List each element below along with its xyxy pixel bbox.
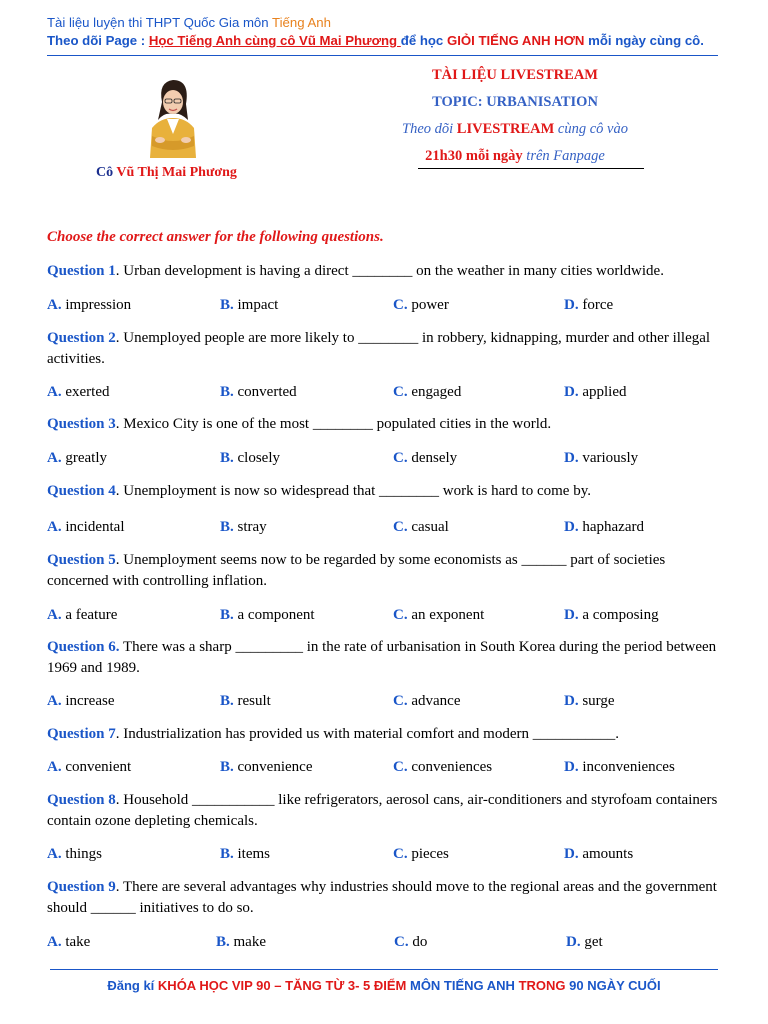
option-letter: B.: [220, 693, 234, 709]
option-b[interactable]: [220, 757, 312, 777]
option-b[interactable]: [216, 932, 266, 952]
option-b[interactable]: [220, 691, 271, 711]
option-text: engaged: [411, 384, 462, 400]
question-4: [47, 481, 727, 502]
question-label: Question 4: [47, 483, 116, 499]
question-3: [47, 414, 727, 435]
option-letter: A.: [47, 759, 62, 775]
option-d[interactable]: [564, 448, 638, 468]
question-label: Question 3: [47, 416, 116, 432]
option-text: power: [411, 297, 449, 313]
option-text: amounts: [582, 846, 634, 862]
option-letter: C.: [393, 297, 408, 313]
options-8: [47, 844, 727, 864]
livestream-time: 21h30 mỗi ngày: [425, 148, 523, 164]
option-a[interactable]: [47, 932, 90, 952]
option-text: a component: [237, 607, 315, 623]
question-1: [47, 261, 727, 282]
option-letter: C.: [393, 519, 408, 535]
option-letter: C.: [394, 934, 409, 950]
option-letter: C.: [393, 759, 408, 775]
question-5: [47, 550, 727, 592]
option-text: take: [65, 934, 91, 950]
option-text: impact: [237, 297, 279, 313]
question-text: . Industrialization has provided us with material comfort and modern ___________.: [115, 726, 619, 742]
option-text: exerted: [65, 384, 110, 400]
question-2: [47, 328, 727, 370]
option-letter: D.: [566, 934, 581, 950]
question-label: Question 7: [47, 726, 116, 742]
option-letter: A.: [47, 384, 62, 400]
option-text: stray: [237, 519, 267, 535]
option-letter: B.: [220, 607, 234, 623]
question-text: . Urban development is having a direct ________ on the weather in many cities worldwide.: [115, 263, 664, 279]
question-9: [47, 877, 727, 919]
option-text: force: [582, 297, 614, 313]
option-d[interactable]: [564, 295, 613, 315]
option-a[interactable]: [47, 691, 114, 711]
option-letter: C.: [393, 846, 408, 862]
footer-days: 90 NGÀY CUỐI: [565, 978, 661, 993]
question-label: Question 1: [47, 263, 116, 279]
option-letter: D.: [564, 519, 579, 535]
option-text: advance: [411, 693, 461, 709]
follow-line: [370, 120, 660, 147]
options-6: [47, 691, 727, 711]
options-5: [47, 605, 727, 625]
option-letter: B.: [220, 846, 234, 862]
option-text: get: [584, 934, 603, 950]
option-letter: C.: [393, 450, 408, 466]
option-text: densely: [411, 450, 458, 466]
doc-topic: TOPIC: URBANISATION: [432, 94, 598, 110]
follow-livestream: LIVESTREAM: [456, 121, 555, 137]
option-letter: B.: [220, 450, 234, 466]
option-letter: B.: [220, 519, 234, 535]
option-text: an exponent: [411, 607, 485, 623]
option-b[interactable]: [220, 605, 315, 625]
question-label: Question 8: [47, 792, 116, 808]
option-letter: A.: [47, 846, 62, 862]
option-text: applied: [582, 384, 627, 400]
question-7: [47, 724, 727, 745]
option-c[interactable]: [393, 844, 449, 864]
options-1: [47, 295, 727, 315]
option-c[interactable]: [394, 932, 427, 952]
option-b[interactable]: [220, 844, 270, 864]
option-text: make: [233, 934, 266, 950]
option-letter: A.: [47, 297, 62, 313]
page-footer: [0, 978, 768, 993]
option-text: convenience: [237, 759, 313, 775]
option-text: incidental: [65, 519, 125, 535]
livestream-place: trên Fanpage: [522, 148, 605, 164]
option-letter: C.: [393, 384, 408, 400]
option-letter: A.: [47, 693, 62, 709]
livestream-info: [370, 66, 660, 174]
question-text: . There are several advantages why industries should move to the regional areas and the government should ______ initiatives to do so.: [47, 879, 717, 916]
teacher-photo: [140, 72, 206, 158]
fanpage-link[interactable]: Học Tiếng Anh cùng cô Vũ Mai Phương: [148, 33, 401, 48]
option-letter: A.: [47, 934, 62, 950]
teacher-name: [96, 165, 237, 181]
option-letter: A.: [47, 607, 62, 623]
option-c[interactable]: [393, 448, 457, 468]
option-text: a feature: [65, 607, 118, 623]
question-label: Question 9: [47, 879, 116, 895]
header-text: Tài liệu luyện thi THPT Quốc Gia môn: [47, 15, 273, 30]
option-text: pieces: [411, 846, 449, 862]
question-8: [47, 790, 727, 832]
option-text: variously: [582, 450, 639, 466]
option-letter: C.: [393, 607, 408, 623]
option-d[interactable]: [564, 382, 627, 402]
header-text-2: để học: [400, 33, 447, 48]
footer-subject: MÔN TIẾNG ANH: [406, 978, 519, 993]
option-c[interactable]: [393, 691, 460, 711]
option-text: converted: [237, 384, 297, 400]
footer-course: KHÓA HỌC VIP 90 – TĂNG TỪ 3- 5 ĐIỂM: [157, 978, 407, 993]
header-divider: [47, 55, 718, 56]
teacher-prefix: Cô: [96, 165, 117, 180]
footer-divider: [50, 969, 718, 970]
instructions: Choose the correct answer for the following questions.: [47, 229, 384, 245]
options-9: [47, 932, 727, 952]
time-line: [370, 147, 660, 174]
header-line-2: [47, 32, 704, 50]
footer-text-2: TRONG: [518, 978, 566, 993]
option-letter: B.: [220, 297, 234, 313]
option-text: increase: [65, 693, 115, 709]
option-text: inconveniences: [582, 759, 675, 775]
option-letter: B.: [220, 759, 234, 775]
option-a[interactable]: [47, 757, 131, 777]
option-letter: B.: [216, 934, 230, 950]
option-text: result: [237, 693, 271, 709]
header-subject: Tiếng Anh: [272, 15, 331, 30]
option-letter: A.: [47, 450, 62, 466]
header-follow-text: Theo dõi Page :: [47, 33, 149, 48]
follow-text-2: cùng cô vào: [554, 121, 628, 137]
option-a[interactable]: [47, 517, 125, 537]
follow-text: Theo dõi: [402, 121, 457, 137]
options-3: [47, 448, 727, 468]
header-line-1: [47, 14, 704, 32]
option-text: greatly: [65, 450, 107, 466]
option-c[interactable]: [393, 382, 461, 402]
option-text: haphazard: [582, 519, 644, 535]
teacher-fullname: Vũ Thị Mai Phương: [116, 165, 237, 180]
option-text: closely: [237, 450, 281, 466]
question-text: There was a sharp _________ in the rate of urbanisation in South Korea during the period between 1969 and 1989.: [47, 639, 717, 676]
options-4: [47, 517, 727, 537]
option-a[interactable]: [47, 844, 102, 864]
header-text-3: mỗi ngày cùng cô.: [584, 33, 704, 48]
option-letter: D.: [564, 846, 579, 862]
option-c[interactable]: [393, 517, 449, 537]
question-text: . Unemployment is now so widespread that ________ work is hard to come by.: [115, 483, 591, 499]
side-divider: [418, 168, 644, 169]
option-text: a composing: [582, 607, 659, 623]
options-2: [47, 382, 727, 402]
option-b[interactable]: [220, 448, 280, 468]
question-label: Question 5: [47, 552, 116, 568]
option-text: conveniences: [411, 759, 493, 775]
question-text: . Mexico City is one of the most ________ populated cities in the world.: [115, 416, 552, 432]
option-text: convenient: [65, 759, 132, 775]
option-c[interactable]: [393, 605, 484, 625]
option-letter: D.: [564, 693, 579, 709]
option-letter: B.: [220, 384, 234, 400]
option-letter: D.: [564, 759, 579, 775]
option-letter: D.: [564, 607, 579, 623]
option-c[interactable]: [393, 295, 449, 315]
option-a[interactable]: [47, 295, 131, 315]
question-label: Question 6.: [47, 639, 120, 655]
option-b[interactable]: [220, 517, 267, 537]
question-text: . Household ___________ like refrigerators, aerosol cans, air-conditioners and styrofoam containers contain ozone depleting chemicals.: [47, 792, 718, 829]
question-text: . Unemployed people are more likely to ________ in robbery, kidnapping, murder and other illegal activities.: [47, 330, 711, 367]
option-letter: A.: [47, 519, 62, 535]
option-b[interactable]: [220, 295, 278, 315]
header-highlight: GIỎI TIẾNG ANH HƠN: [446, 33, 585, 48]
option-text: items: [237, 846, 271, 862]
question-text: . Unemployment seems now to be regarded by some economists as ______ part of societies concerned with controlling inflation.: [47, 552, 666, 589]
option-a[interactable]: [47, 448, 107, 468]
option-d[interactable]: [564, 844, 633, 864]
option-letter: D.: [564, 297, 579, 313]
option-d[interactable]: [564, 691, 615, 711]
option-d[interactable]: [564, 757, 675, 777]
option-text: do: [412, 934, 428, 950]
footer-text: Đăng kí: [107, 978, 158, 993]
option-d[interactable]: [564, 517, 644, 537]
page-header: [47, 14, 704, 50]
option-text: casual: [411, 519, 449, 535]
doc-title: TÀI LIỆU LIVESTREAM: [432, 67, 598, 83]
option-text: things: [65, 846, 103, 862]
option-d[interactable]: [566, 932, 603, 952]
option-letter: D.: [564, 384, 579, 400]
options-7: [47, 757, 727, 777]
question-label: Question 2: [47, 330, 116, 346]
option-b[interactable]: [220, 382, 297, 402]
question-6: [47, 637, 727, 679]
option-letter: D.: [564, 450, 579, 466]
option-d[interactable]: [564, 605, 659, 625]
option-c[interactable]: [393, 757, 492, 777]
option-letter: C.: [393, 693, 408, 709]
option-text: surge: [582, 693, 615, 709]
option-a[interactable]: [47, 605, 117, 625]
option-text: impression: [65, 297, 132, 313]
option-a[interactable]: [47, 382, 109, 402]
